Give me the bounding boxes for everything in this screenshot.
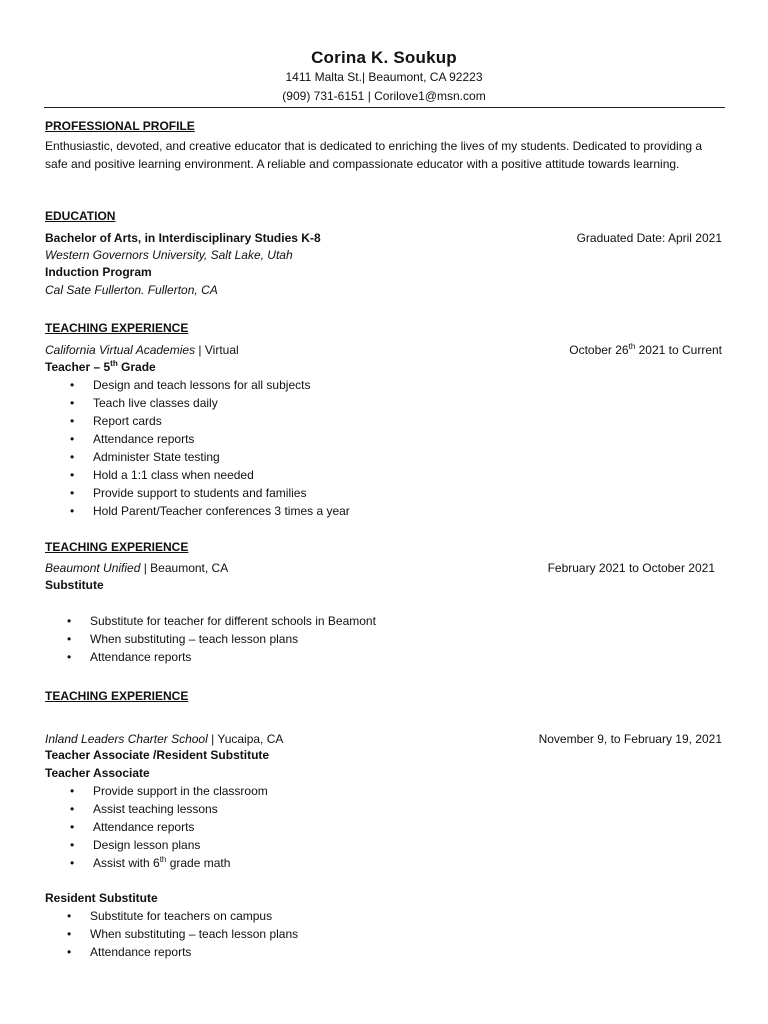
bullet-icon: • — [70, 784, 75, 798]
list-item-text — [93, 854, 230, 872]
employment-dates: November 9, to February 19, 2021 — [538, 732, 722, 746]
bullet-icon: • — [70, 504, 75, 518]
employer-line — [45, 342, 239, 359]
degree-school: Western Governors University, Salt Lake, Utah — [45, 248, 293, 262]
employer-name: Inland Leaders Charter School — [45, 732, 208, 746]
list-item-text: Assist with 6 — [93, 856, 160, 870]
employer-line — [45, 731, 283, 748]
address-line: 1411 Malta St.| Beaumont, CA 92223 — [285, 70, 483, 84]
list-item-text: Substitute for teacher for different schools in Beamont — [90, 614, 376, 628]
bullet-icon: • — [67, 927, 72, 941]
employer-name: California Virtual Academies — [45, 343, 196, 357]
profile-text: Enthusiastic, devoted, and creative educator that is dedicated to enriching the lives of my students. Dedicated to providing a safe and positive learning environment. A reliable and compassionate educator with a positive attitude towards learning. — [45, 139, 703, 171]
degree: Bachelor of Arts, in Interdisciplinary Studies K-8 — [45, 231, 321, 245]
bullet-icon: • — [70, 450, 75, 464]
title-text: Teacher – 5 — [45, 360, 111, 374]
list-item-text: Design and teach lessons for all subjects — [93, 378, 311, 392]
employer-location: | Beaumont, CA — [140, 561, 229, 575]
bullet-icon: • — [67, 909, 72, 923]
list-item-text: Provide support to students and families — [93, 486, 307, 500]
list-item-text: Attendance reports — [90, 945, 192, 959]
subrole-title: Teacher Associate — [45, 766, 150, 780]
list-item-text: Hold a 1:1 class when needed — [93, 468, 254, 482]
bullet-icon: • — [70, 856, 75, 870]
list-item-text: Provide support in the classroom — [93, 784, 268, 798]
experience-heading: TEACHING EXPERIENCE — [45, 321, 189, 335]
profile-heading: PROFESSIONAL PROFILE — [45, 119, 195, 133]
employment-dates: February 2021 to October 2021 — [547, 561, 715, 575]
education-heading: EDUCATION — [45, 209, 116, 223]
experience-heading: TEACHING EXPERIENCE — [45, 540, 189, 554]
list-item-text: Administer State testing — [93, 450, 220, 464]
bullet-icon: • — [70, 432, 75, 446]
list-item-text: grade math — [166, 856, 231, 870]
list-item-superscript: th — [159, 855, 167, 864]
bullet-icon: • — [70, 486, 75, 500]
employer-location: | Virtual — [195, 343, 239, 357]
employment-dates — [569, 342, 722, 359]
list-item-text: Attendance reports — [93, 820, 195, 834]
bullet-icon: • — [70, 378, 75, 392]
bullet-icon: • — [70, 838, 75, 852]
experience-heading: TEACHING EXPERIENCE — [45, 689, 189, 703]
list-item-text: Assist teaching lessons — [93, 802, 218, 816]
list-item-text: Hold Parent/Teacher conferences 3 times a year — [93, 504, 350, 518]
date-superscript: th — [628, 342, 636, 351]
list-item-text: Attendance reports — [90, 650, 192, 664]
list-item-text: Substitute for teachers on campus — [90, 909, 273, 923]
candidate-name: Corina K. Soukup — [311, 48, 457, 67]
bullet-icon: • — [70, 802, 75, 816]
bullet-icon: • — [70, 468, 75, 482]
bullet-icon: • — [67, 632, 72, 646]
bullet-icon: • — [70, 820, 75, 834]
induction-school: Cal Sate Fullerton. Fullerton, CA — [45, 283, 218, 297]
list-item-text: Attendance reports — [93, 432, 195, 446]
induction-program: Induction Program — [45, 265, 152, 279]
list-item-text: When substituting – teach lesson plans — [90, 927, 299, 941]
list-item-text: Design lesson plans — [93, 838, 201, 852]
employer-line — [45, 560, 228, 577]
header-divider — [44, 107, 725, 108]
job-title: Teacher Associate /Resident Substitute — [45, 748, 270, 762]
bullet-icon: • — [70, 396, 75, 410]
title-superscript: th — [110, 359, 118, 368]
contact-line: (909) 731-6151 | Corilove1@msn.com — [282, 89, 486, 103]
job-title: Substitute — [45, 578, 104, 592]
list-item-text: Teach live classes daily — [93, 396, 218, 410]
bullet-icon: • — [67, 945, 72, 959]
subrole-title: Resident Substitute — [45, 891, 158, 905]
title-text: Grade — [117, 360, 156, 374]
employer-location: | Yucaipa, CA — [207, 732, 284, 746]
bullet-icon: • — [67, 650, 72, 664]
list-item-text: When substituting – teach lesson plans — [90, 632, 299, 646]
bullet-icon: • — [70, 414, 75, 428]
list-item-text: Report cards — [93, 414, 162, 428]
date-text: October 26 — [569, 343, 629, 357]
graduation-date: Graduated Date: April 2021 — [576, 231, 722, 245]
date-text: 2021 to Current — [635, 343, 722, 357]
employer-name: Beaumont Unified — [45, 561, 141, 575]
job-title — [45, 359, 156, 376]
bullet-icon: • — [67, 614, 72, 628]
